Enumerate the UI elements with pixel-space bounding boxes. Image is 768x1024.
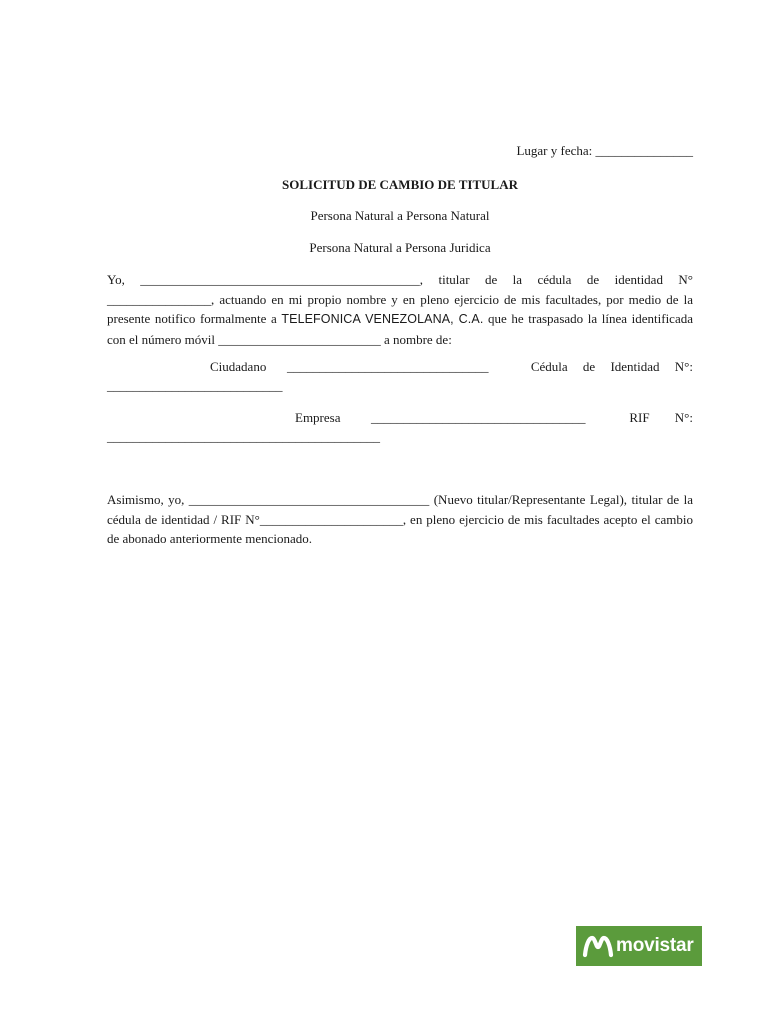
declaration-part1: Yo, ___________________________________________, titular de la cédula de identidad N° ________________, actuando en mi propio nombre y en pleno ejercicio de mis facultades, por medio de la presente notifico formalmente a [107,272,693,326]
cedula-blank: ___________________________ [107,378,283,393]
ciudadano-blank: _______________________________ [287,359,489,374]
declaration-paragraph [107,270,693,349]
movistar-logo-text: movistar [616,935,694,956]
rif-label: RIF N°: [629,410,693,425]
declaration-part2: que he traspasado la línea identificada con el número móvil _________________________ a nombre de: [107,311,693,347]
company-name: TELEFONICA VENEZOLANA, C.A. [281,312,484,326]
movistar-logo [576,926,702,966]
subtitle-juridica: Persona Natural a Persona Juridica [309,240,491,255]
empresa-blank: _________________________________ [371,410,586,425]
cedula-label: Cédula de Identidad N°: [530,359,693,374]
document-title: SOLICITUD DE CAMBIO DE TITULAR [282,177,518,192]
ciudadano-label: Ciudadano [210,359,267,374]
rif-blank: __________________________________________ [107,429,380,444]
place-date-line: Lugar y fecha: _______________ [516,143,693,158]
movistar-m-icon [582,933,614,959]
empresa-label: Empresa [295,410,341,425]
ciudadano-row-continued [107,376,693,396]
acceptance-paragraph: Asimismo, yo, _____________________________________ (Nuevo titular/Representante Legal), titular de la cédula de identidad / RIF N°______________________, en pleno ejercicio de mis facultades acepto el cambio de abonado anteriormente mencionado. [107,492,693,546]
subtitle-natural: Persona Natural a Persona Natural [310,208,490,223]
empresa-row-continued [107,427,693,447]
